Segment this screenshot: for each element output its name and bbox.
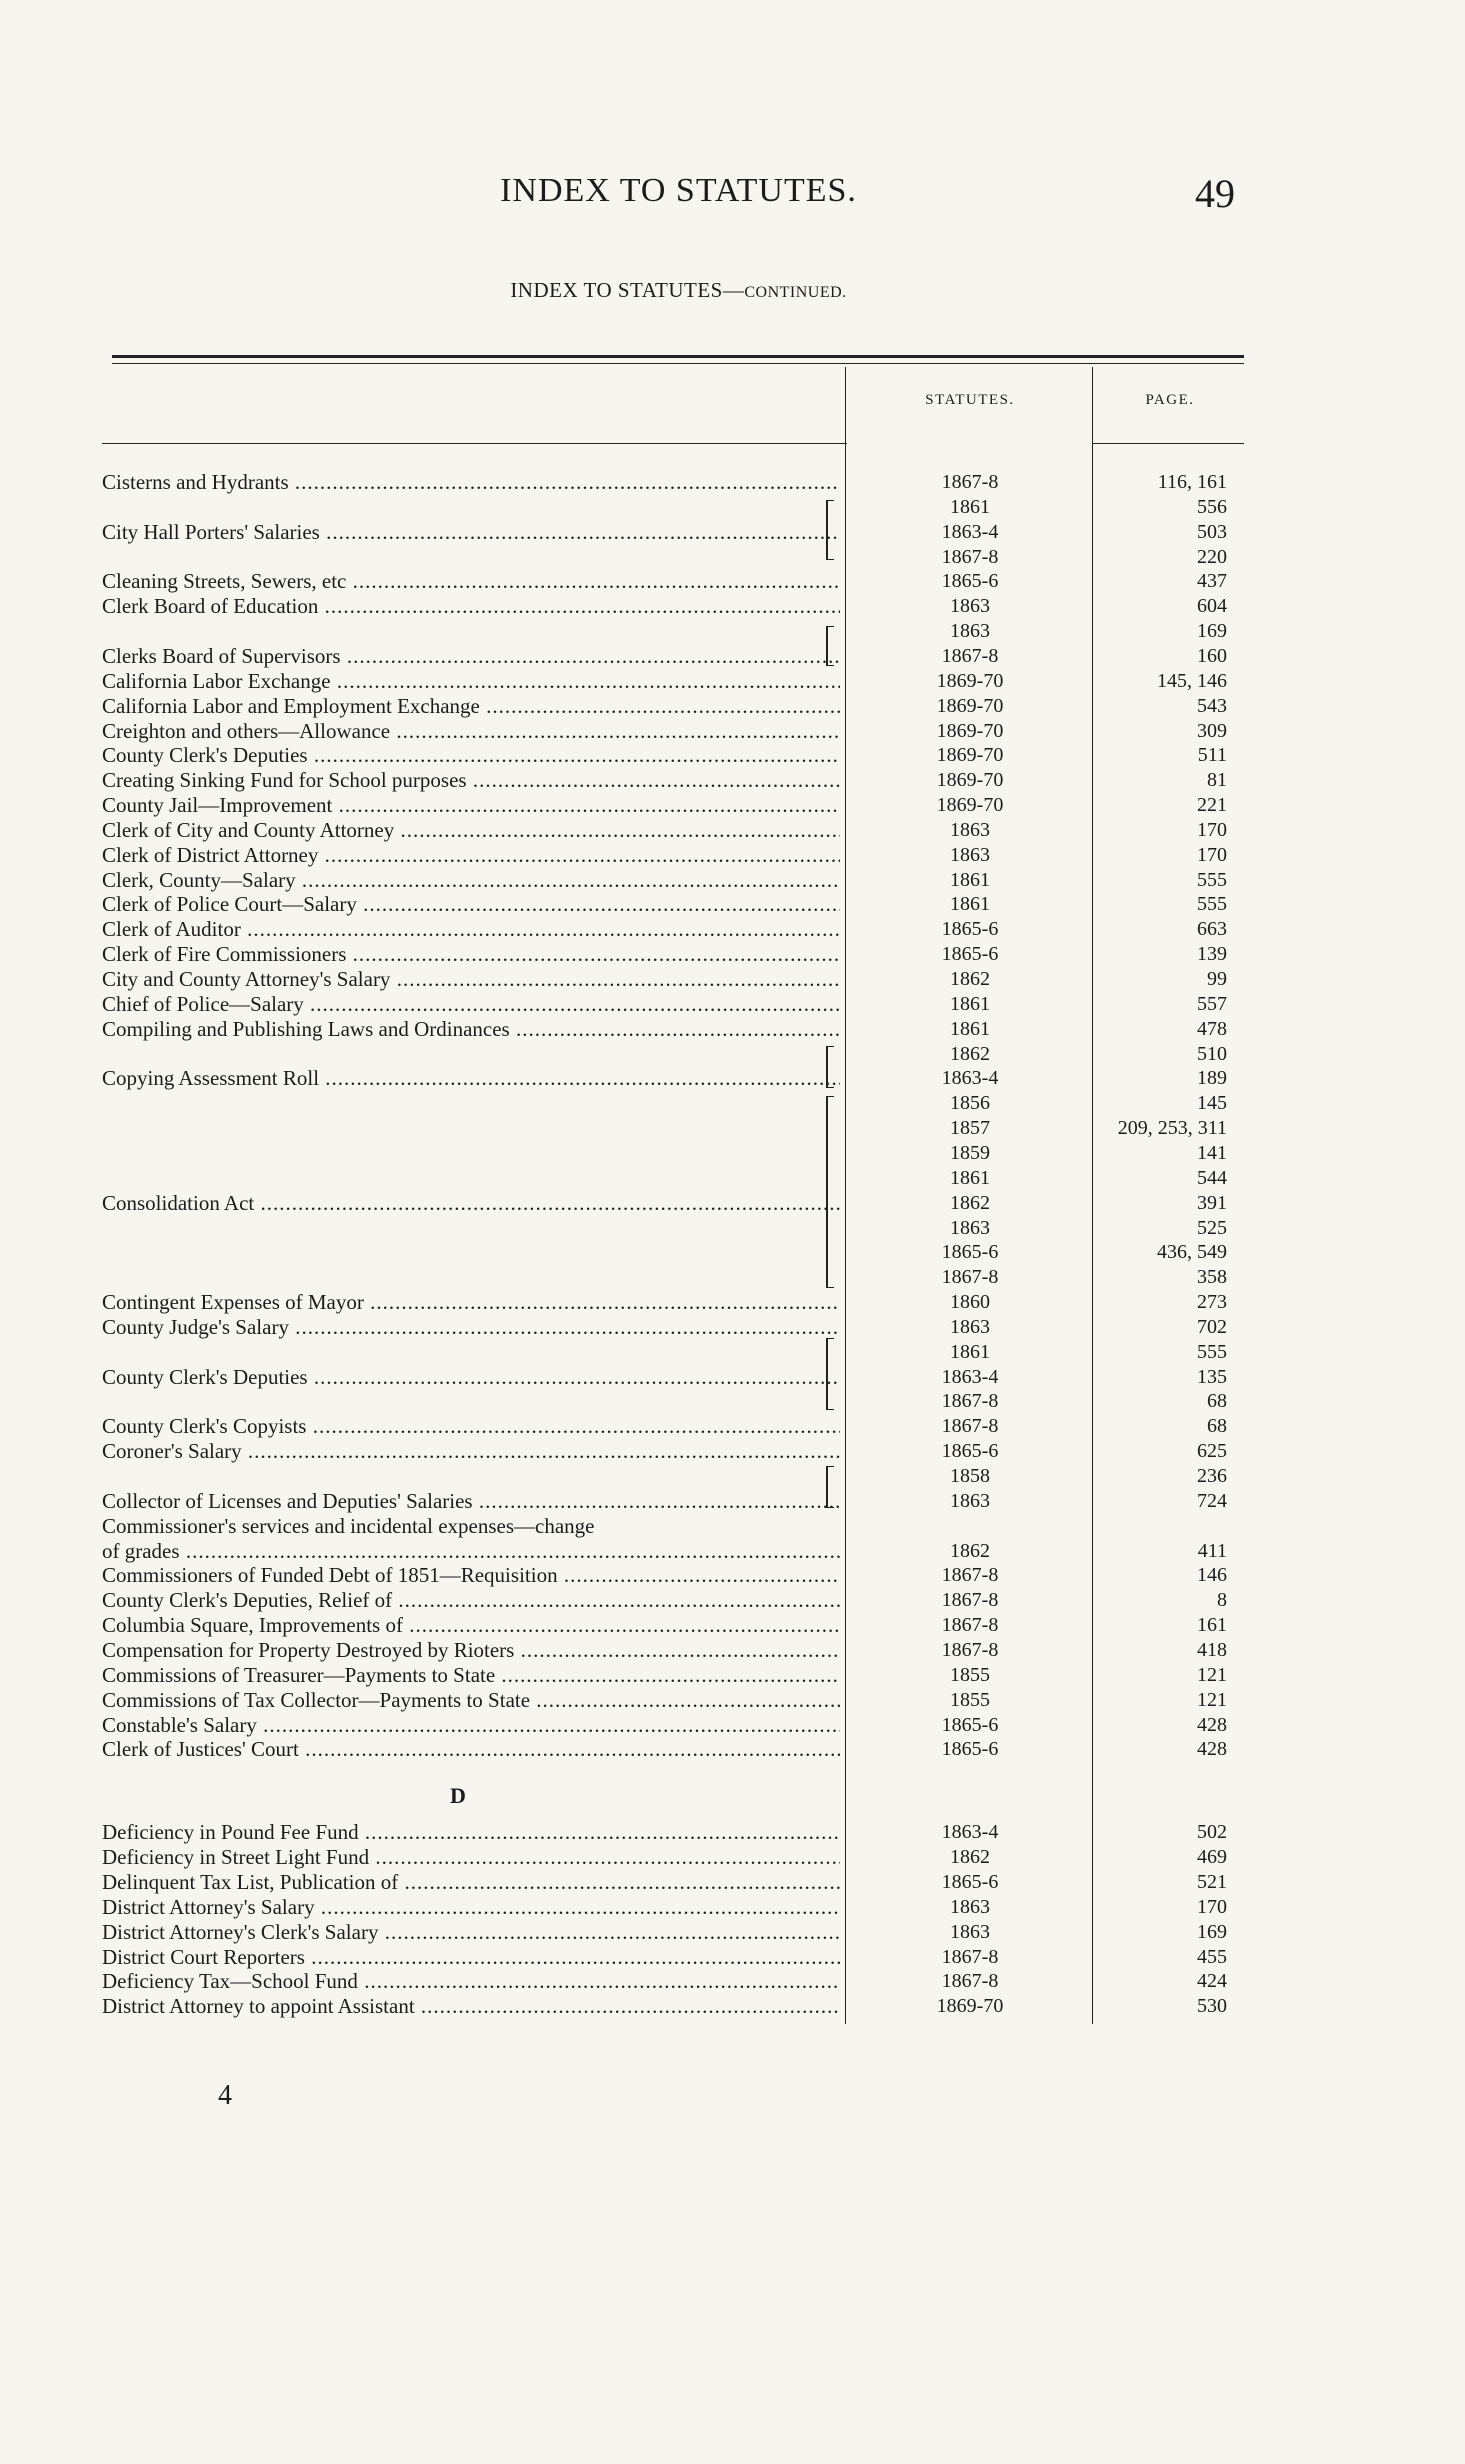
table-row [0,1315,1465,1340]
table-row [0,1017,1465,1042]
subject-cell: Commissioners of Funded Debt of 1851—Requisition ..... [102,1563,840,1588]
table-row [0,1713,1465,1738]
subject-cell: Contingent Expenses of Mayor ..... [102,1290,840,1315]
page-cell: 169 [1197,1920,1227,1943]
page-cell: 469 [1197,1845,1227,1868]
statute-cell: 1867-8 [941,1390,999,1413]
subject-cell: Commissions of Treasurer—Payments to State ..... [102,1663,840,1688]
table-row [0,669,1465,694]
statute-cell: 1863 [950,1920,990,1943]
table-row [0,892,1465,917]
subject-cell [102,1340,840,1365]
statutes-column-header: STATUTES. [925,392,1015,408]
table-row [0,569,1465,594]
subject-cell: Delinquent Tax List, Publication of ..... [102,1870,840,1895]
statute-cell: 1865-6 [941,918,999,941]
page-cell: 68 [1207,1390,1227,1413]
subject-cell [102,1216,840,1241]
page-cell: 220 [1197,545,1227,568]
subject-cell: Collector of Licenses and Deputies' Salaries ..... [102,1489,840,1514]
page-cell: 169 [1197,620,1227,643]
subject-cell: County Clerk's Copyists ..... [102,1414,840,1439]
statute-cell: 1865-6 [941,1870,999,1893]
brace-city-hall [826,500,834,560]
subject-cell: Compensation for Property Destroyed by Rioters ..... [102,1638,840,1663]
subject-cell: California Labor and Employment Exchange ..... [102,694,840,719]
table-row [0,1945,1465,1970]
subject-cell: Constable's Salary ..... [102,1713,840,1738]
page-cell: 411 [1197,1539,1227,1562]
subject-cell: County Jail—Improvement ..... [102,793,840,818]
page-cell: 391 [1197,1191,1227,1214]
statute-cell: 1863-4 [941,1821,999,1843]
statute-cell: 1867-8 [941,1614,999,1637]
page-cell: 139 [1197,943,1227,966]
subject-cell: Deficiency in Pound Fee Fund ..... [102,1820,840,1845]
subject-cell: District Attorney's Clerk's Salary ..... [102,1920,840,1945]
subject-cell: Copying Assessment Roll ..... [102,1066,840,1091]
table-row [0,545,1465,570]
statute-cell: 1863-4 [941,1365,999,1388]
subject-cell [102,545,840,570]
subject-cell: Creighton and others—Allowance ..... [102,719,840,744]
subject-cell [102,1042,840,1067]
statute-cell: 1869-70 [936,744,1004,767]
statute-cell: 1861 [950,992,990,1015]
subject-cell: Clerk of City and County Attorney ..... [102,818,840,843]
statute-cell: 1867-8 [941,644,999,667]
page-cell: 424 [1197,1970,1227,1993]
brace-collector [826,1466,834,1508]
table-row [0,992,1465,1017]
page-cell: 135 [1197,1365,1227,1388]
page-cell: 141 [1197,1141,1227,1164]
subject-cell: Clerk of Fire Commissioners ..... [102,942,840,967]
statute-cell: 1863 [950,620,990,643]
subject-cell: Deficiency in Street Light Fund ..... [102,1845,840,1870]
subject-cell: Compiling and Publishing Laws and Ordinances ..... [102,1017,840,1042]
statute-cell: 1869-70 [936,794,1004,817]
page-cell: 604 [1197,595,1227,618]
page-number: 49 [1195,171,1235,216]
subject-header-rule [102,443,847,444]
page-cell: 525 [1197,1216,1227,1239]
table-row [0,1613,1465,1638]
page-cell: 455 [1197,1945,1227,1968]
subject-cell: Columbia Square, Improvements of ..... [102,1613,840,1638]
table-row [0,1464,1465,1489]
table-row [0,1870,1465,1895]
subject-cell: Coroner's Salary ..... [102,1439,840,1464]
statute-cell: 1855 [950,1663,990,1686]
running-title: INDEX TO STATUTES. [500,172,857,209]
subject-cell: Commissions of Tax Collector—Payments to State ..... [102,1688,840,1713]
statute-cell: 1867-8 [941,545,999,568]
table-row [0,868,1465,893]
subtitle-continued: CONTINUED. [744,284,847,301]
page-cell: 530 [1197,1995,1227,2018]
page-cell: 436, 549 [1157,1241,1227,1264]
page-cell: 121 [1197,1688,1227,1711]
page-cell: 502 [1197,1821,1227,1843]
table-row [0,1663,1465,1688]
statute-cell: 1865-6 [941,1713,999,1736]
page-cell: 170 [1197,818,1227,841]
page-cell: 189 [1197,1067,1227,1090]
table-row [0,1845,1465,1870]
subject-cell: Clerk of Justices' Court ..... [102,1737,840,1762]
page-cell: 557 [1197,992,1227,1015]
subject-cell [102,495,840,520]
subject-cell: Cisterns and Hydrants ..... [102,470,840,495]
table-row [0,768,1465,793]
subject-cell: County Clerk's Deputies ..... [102,1365,840,1390]
page-cell: 81 [1207,769,1227,792]
statute-cell: 1861 [950,1017,990,1040]
statute-cell: 1863 [950,595,990,618]
table-row [0,1389,1465,1414]
signature-mark: 4 [218,2080,232,2111]
statute-cell: 1862 [950,1191,990,1214]
table-row [0,1216,1465,1241]
page-cell: 510 [1197,1042,1227,1065]
table-row [0,594,1465,619]
subject-cell: District Attorney's Salary ..... [102,1895,840,1920]
table-row [0,719,1465,744]
statute-cell: 1865-6 [941,1738,999,1761]
statute-cell: 1862 [950,968,990,990]
page-cell: 99 [1207,968,1227,990]
subject-cell: City and County Attorney's Salary ..... [102,967,840,992]
table-row [0,1737,1465,1762]
table-row [0,1895,1465,1920]
subject-cell [102,1116,840,1141]
table-row [0,843,1465,868]
page-cell: 556 [1197,495,1227,518]
subject-cell [102,1389,840,1414]
statute-cell: 1865-6 [941,1241,999,1264]
subject-cell: Clerk, County—Salary ..... [102,868,840,893]
statute-cell: 1869-70 [936,694,1004,717]
subject-cell: County Clerk's Deputies ..... [102,743,840,768]
statute-cell: 1865-6 [941,1440,999,1463]
table-row [0,1539,1465,1564]
statute-cell: 1861 [950,893,990,916]
table-row [0,818,1465,843]
page-cell: 437 [1197,570,1227,593]
brace-consolidation [826,1096,834,1288]
page-cell: 170 [1197,1895,1227,1918]
statute-cell: 1856 [950,1092,990,1115]
subject-cell: Clerk of Police Court—Salary ..... [102,892,840,917]
brace-clerks-board [826,626,834,666]
page-cell: 146 [1197,1564,1227,1587]
subject-cell: Commissioner's services and incidental expenses—change [102,1513,595,1538]
statute-cell: 1863 [950,1489,990,1512]
page-cell: 663 [1197,918,1227,941]
table-row [0,1191,1465,1216]
statute-cell: 1855 [950,1688,990,1711]
statute-cell: 1862 [950,1042,990,1065]
statute-cell: 1861 [950,1340,990,1363]
statute-cell: 1863 [950,1216,990,1239]
table-row [0,1489,1465,1514]
table-row [0,1820,1465,1845]
page-cell: 8 [1217,1589,1227,1612]
table-row [0,1116,1465,1141]
page-cell: 555 [1197,868,1227,891]
table-row [0,520,1465,545]
subject-cell: Clerks Board of Supervisors ..... [102,644,840,669]
statute-cell: 1867-8 [941,1266,999,1289]
table-row [0,1365,1465,1390]
subject-cell: Chief of Police—Salary ..... [102,992,840,1017]
statute-cell: 1863-4 [941,1067,999,1090]
subject-cell: Consolidation Act ..... [102,1191,840,1216]
table-row [0,967,1465,992]
table-row [0,917,1465,942]
page-cell: 161 [1197,1614,1227,1637]
subject-cell: California Labor Exchange ..... [102,669,840,694]
page-cell: 309 [1197,719,1227,742]
page-cell: 236 [1197,1465,1227,1487]
brace-copying-roll [826,1046,834,1088]
statute-cell: 1859 [950,1141,990,1164]
page-cell: 625 [1197,1440,1227,1463]
statute-cell: 1869-70 [936,719,1004,742]
table-row [0,1688,1465,1713]
statute-cell: 1863 [950,1895,990,1918]
statute-cell: 1867-8 [941,1589,999,1612]
table-row [0,1091,1465,1116]
table-row [0,644,1465,669]
page-cell: 702 [1197,1315,1227,1338]
page-cell: 511 [1197,744,1227,767]
table-row [0,1141,1465,1166]
table-row [0,1340,1465,1365]
page-cell: 209, 253, 311 [1117,1117,1227,1140]
subject-cell: County Clerk's Deputies, Relief of ..... [102,1588,840,1613]
statute-cell: 1863 [950,1315,990,1338]
page-cell: 358 [1197,1266,1227,1289]
table-row [0,1265,1465,1290]
page-cell: 145, 146 [1157,669,1227,692]
subject-cell [102,1265,840,1290]
top-double-rule [112,355,1244,358]
table-row [0,470,1465,495]
top-thin-rule [112,363,1244,364]
page-cell: 145 [1197,1092,1227,1115]
page-cell: 555 [1197,893,1227,916]
table-row [0,942,1465,967]
table-row [0,1588,1465,1613]
table-row [0,1439,1465,1464]
subject-cell: Clerk of Auditor ..... [102,917,840,942]
statute-cell: 1867-8 [941,1415,999,1438]
statute-cell: 1869-70 [936,769,1004,792]
statute-cell: 1865-6 [941,943,999,966]
table-row [0,1920,1465,1945]
statute-cell: 1869-70 [936,1995,1004,2018]
table-row [0,1994,1465,2019]
subject-cell: County Judge's Salary ..... [102,1315,840,1340]
statute-cell: 1861 [950,1166,990,1189]
page-cell: 724 [1197,1489,1227,1512]
section-letter-d: D [450,1783,466,1808]
table-row [0,1066,1465,1091]
statute-cell: 1867-8 [941,1945,999,1968]
table-row [0,1042,1465,1067]
statute-cell: 1867-8 [941,1564,999,1587]
statute-cell: 1863-4 [941,520,999,543]
table-row [0,619,1465,644]
table-row [0,793,1465,818]
page-cell: 121 [1197,1663,1227,1686]
statute-cell: 1860 [950,1291,990,1314]
subject-cell [102,1166,840,1191]
statute-cell: 1865-6 [941,570,999,593]
subject-cell: Creating Sinking Fund for School purposes ..... [102,768,840,793]
page-cell: 521 [1197,1870,1227,1893]
statute-cell: 1863 [950,843,990,866]
page-cell: 418 [1197,1638,1227,1661]
statute-cell: 1867-8 [941,471,999,493]
table-row [0,1514,1465,1539]
statute-cell: 1862 [950,1845,990,1868]
statute-cell: 1858 [950,1465,990,1487]
page-cell: 428 [1197,1738,1227,1761]
page-cell: 544 [1197,1166,1227,1189]
subject-cell [102,1141,840,1166]
subject-cell: of grades ..... [102,1539,840,1564]
page-cell: 428 [1197,1713,1227,1736]
page-cell: 503 [1197,520,1227,543]
page-cell: 478 [1197,1017,1227,1040]
table-row [0,495,1465,520]
table-row [0,1563,1465,1588]
table-row [0,1414,1465,1439]
page-cell: 68 [1207,1415,1227,1438]
subject-cell: City Hall Porters' Salaries ..... [102,520,840,545]
subject-cell: District Attorney to appoint Assistant ..... [102,1994,840,2019]
statute-cell: 1861 [950,495,990,518]
table-row [0,1240,1465,1265]
subject-cell: Cleaning Streets, Sewers, etc ..... [102,569,840,594]
page-cell: 273 [1197,1291,1227,1314]
subject-cell [102,1240,840,1265]
page-cell: 170 [1197,843,1227,866]
table-row [0,1166,1465,1191]
subject-cell [102,1464,840,1489]
page-column-header: PAGE. [1145,392,1195,408]
statute-cell: 1867-8 [941,1970,999,1993]
page-cell: 221 [1197,794,1227,817]
statute-cell: 1863 [950,818,990,841]
brace-county-clerk [826,1338,834,1410]
section-subtitle [0,278,1357,303]
table-row [0,743,1465,768]
statute-cell: 1857 [950,1117,990,1140]
table-row [0,1969,1465,1994]
subject-cell: District Court Reporters ..... [102,1945,840,1970]
statute-cell: 1867-8 [941,1638,999,1661]
statute-cell: 1861 [950,868,990,891]
subject-cell [102,1091,840,1116]
statute-cell: 1862 [950,1539,990,1562]
subject-cell: Deficiency Tax—School Fund ..... [102,1969,840,1994]
page-header-rule [1092,443,1244,444]
table-row [0,694,1465,719]
subject-cell [102,619,840,644]
table-row [0,1638,1465,1663]
table-row [0,1290,1465,1315]
page-cell: 555 [1197,1340,1227,1363]
subject-cell: Clerk of District Attorney ..... [102,843,840,868]
subtitle-main: INDEX TO STATUTES— [510,278,745,302]
page-cell: 160 [1197,644,1227,667]
subject-cell: Clerk Board of Education ..... [102,594,840,619]
page-cell: 116, 161 [1157,471,1227,493]
statute-cell: 1869-70 [936,669,1004,692]
page-cell: 543 [1197,694,1227,717]
